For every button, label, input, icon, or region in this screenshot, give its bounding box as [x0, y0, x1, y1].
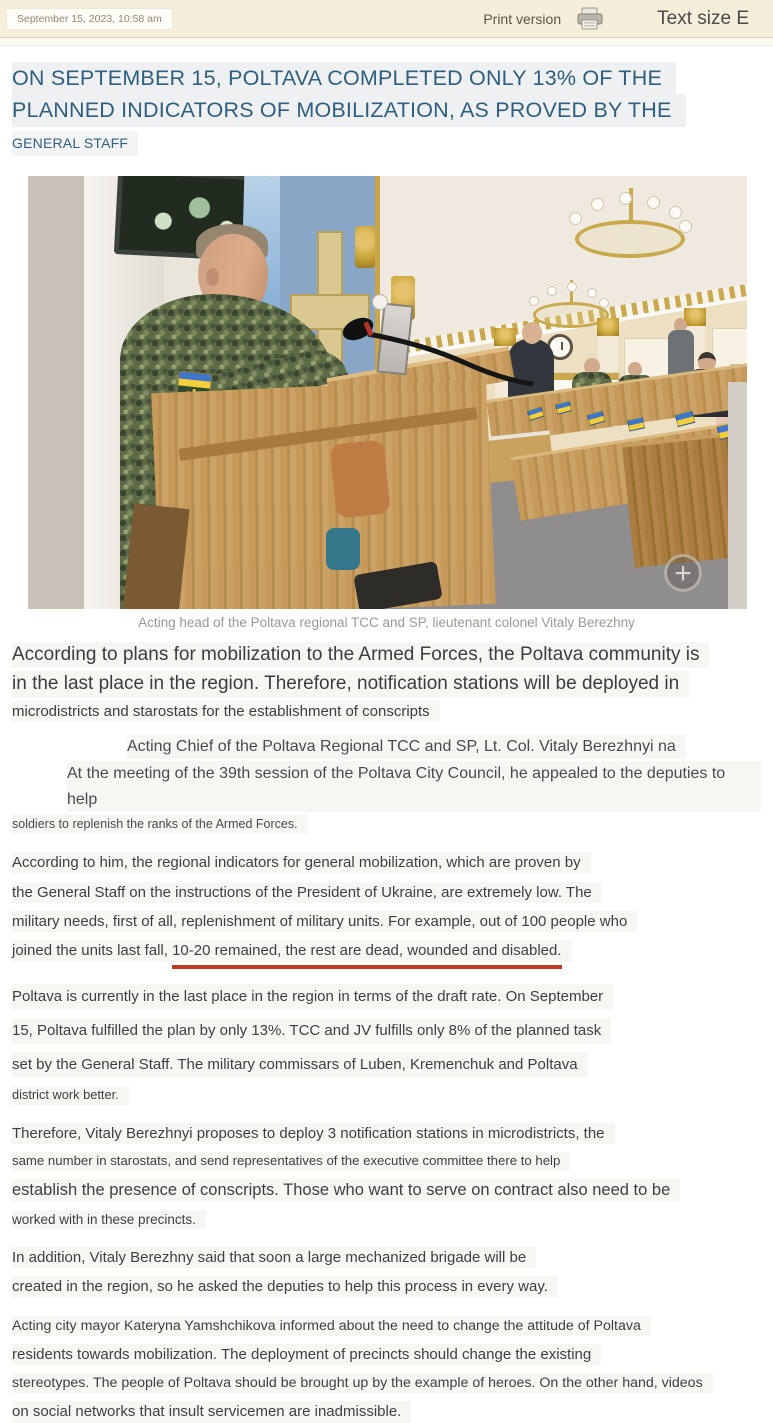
paragraph-2: [12, 984, 761, 1105]
headline-line-1: ON SEPTEMBER 15, POLTAVA COMPLETED ONLY 13% OF THE: [12, 62, 676, 94]
zoom-magnifier-icon[interactable]: [664, 554, 702, 592]
page-title: [12, 62, 761, 156]
article-photo[interactable]: [28, 176, 747, 609]
p3-line-4: worked with in these precincts.: [12, 1210, 206, 1229]
photo-caption: Acting head of the Poltava regional TCC and SP, lieutenant colonel Vitaly Berezhny: [138, 614, 635, 630]
lead-line-3: microdistricts and starostats for the establishment of conscripts: [12, 701, 440, 722]
lead-paragraph: [12, 642, 761, 722]
paragraph-5: [12, 1316, 761, 1423]
p1-line-3: military needs, first of all, replenishment of military units. For example, out of 100 people who: [12, 911, 637, 932]
text-size-control[interactable]: Text size E: [657, 7, 749, 29]
paragraph-1: [12, 852, 761, 961]
p1-line-1: According to him, the regional indicators for general mobilization, which are proven by: [12, 852, 591, 873]
p5-line-1: Acting city mayor Kateryna Yamshchikova informed about the need to change the attitude of Poltava: [12, 1316, 651, 1336]
lead-line-1: According to plans for mobilization to the Armed Forces, the Poltava community is: [12, 642, 709, 669]
print-version-link[interactable]: Print version: [483, 10, 562, 27]
header-divider: [0, 38, 773, 46]
paragraph-3: [12, 1123, 761, 1230]
p5-line-4: on social networks that insult servicemen are inadmissible.: [12, 1401, 411, 1422]
p2-line-3: set by the General Staff. The military commissars of Luben, Kremenchuk and Poltava: [12, 1052, 588, 1078]
p4-line-1: In addition, Vitaly Berezhny said that soon a large mechanized brigade will be: [12, 1247, 536, 1268]
paragraph-4: [12, 1247, 761, 1298]
callout-line-1: Acting Chief of the Poltava Regional TCC and SP, Lt. Col. Vitaly Berezhnyi na: [127, 734, 686, 760]
p5-line-3: stereotypes. The people of Poltava should be brought up by the example of heroes. On the other hand, videos: [12, 1373, 713, 1393]
p3-line-2: same number in starostats, and send representatives of the executive committee there to help: [12, 1152, 570, 1171]
p1-line-4-prefix: joined the units last fall,: [12, 942, 173, 960]
p3-line-1: Therefore, Vitaly Berezhnyi proposes to deploy 3 notification stations in microdistricts, the: [12, 1123, 615, 1144]
orange-chair: [329, 439, 390, 518]
microphone-icon: [28, 176, 747, 609]
lead-line-2: in the last place in the region. Therefore, notification stations will be deployed in: [12, 671, 689, 698]
headline-line-2: PLANNED INDICATORS OF MOBILIZATION, AS PROVED BY THE: [12, 94, 686, 126]
printer-icon[interactable]: [575, 7, 605, 31]
callout-line-3: soldiers to replenish the ranks of the Armed Forces.: [12, 814, 308, 834]
p2-line-4: district work better.: [12, 1086, 129, 1104]
callout-paragraph: [12, 734, 761, 835]
p4-line-2: created in the region, so he asked the deputies to help this process in every way.: [12, 1276, 558, 1297]
red-underlined-text: 10-20 remained, the rest are dead, wounded and disabled.: [172, 942, 561, 969]
p3-line-3: establish the presence of conscripts. Those who want to serve on contract also need to be: [12, 1179, 680, 1202]
callout-line-2: At the meeting of the 39th session of the Poltava City Council, he appealed to the deputies to help: [67, 761, 761, 812]
teal-bag: [326, 528, 360, 570]
headline-line-3: GENERAL STAFF: [12, 131, 138, 156]
right-edge-column: [728, 382, 747, 609]
p1-line-4: [12, 940, 572, 961]
p2-line-1: Poltava is currently in the last place in the region in terms of the draft rate. On September: [12, 984, 613, 1010]
p1-line-2: the General Staff on the instructions of the President of Ukraine, are extremely low. The: [12, 882, 602, 903]
top-toolbar: [0, 0, 773, 38]
p2-line-2: 15, Poltava fulfilled the plan by only 13%. TCC and JV fulfills only 8% of the planned task: [12, 1018, 611, 1044]
article-body: [12, 642, 761, 1423]
p5-line-2: residents towards mobilization. The deployment of precincts should change the existing: [12, 1344, 601, 1365]
article-date: September 15, 2023, 10:58 am: [6, 8, 173, 30]
